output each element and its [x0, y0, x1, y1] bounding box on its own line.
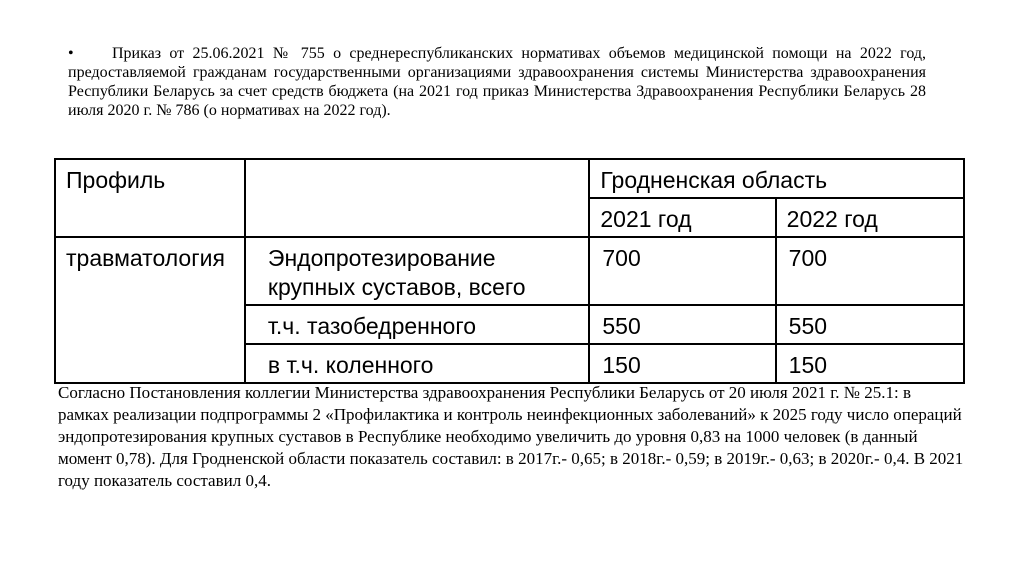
- norms-table: [54, 158, 965, 384]
- row-hip-label: т.ч. тазобедренного: [245, 305, 589, 344]
- row-knee-2022: 150: [776, 344, 964, 383]
- intro-paragraph: [68, 44, 926, 120]
- header-region: Гродненская область: [589, 159, 964, 198]
- header-year-2022: 2022 год: [776, 198, 964, 237]
- row-total-2022: 700: [776, 237, 964, 305]
- intro-text: Приказ от 25.06.2021 № 755 о среднереспубликанских нормативах объемов медицинской помощи на 2022 год, предоставляемой гражданам государственными организациями здравоохранения системы Министерства здравоохранения Республики Беларусь за счет средств бюджета (на 2021 год приказ Министерства Здравоохранения Республики Беларусь 28 июля 2020 г. № 786 (о нормативах на 2022 год).: [68, 45, 926, 119]
- row-total-label: Эндопротезирование крупных суставов, всего: [245, 237, 589, 305]
- row-hip-2021: 550: [589, 305, 775, 344]
- bullet-mark: •: [68, 45, 74, 62]
- header-profile: Профиль: [55, 159, 245, 237]
- resolution-note: Согласно Постановления коллегии Министерства здравоохранения Республики Беларусь от 20 июля 2021 г. № 25.1: в рамках реализации подпрограммы 2 «Профилактика и контроль неинфекционных заболеваний» к 2025 году число операций эндопротезирования крупных суставов в Республике необходимо увеличить до уровня 0,83 на 1000 человек (в данный момент 0,78). Для Гродненской области показатель составил: в 2017г.- 0,65; в 2018г.- 0,59; в 2019г.- 0,63; в 2020г.- 0,4. В 2021 году показатель составил 0,4.: [58, 383, 964, 490]
- row-hip-2022: 550: [776, 305, 964, 344]
- row-knee-label: в т.ч. коленного: [245, 344, 589, 383]
- row-total-2021: 700: [589, 237, 775, 305]
- profile-cell: травматология: [55, 237, 245, 383]
- row-knee-2021: 150: [589, 344, 775, 383]
- header-year-2021: 2021 год: [589, 198, 775, 237]
- header-empty: [245, 159, 589, 237]
